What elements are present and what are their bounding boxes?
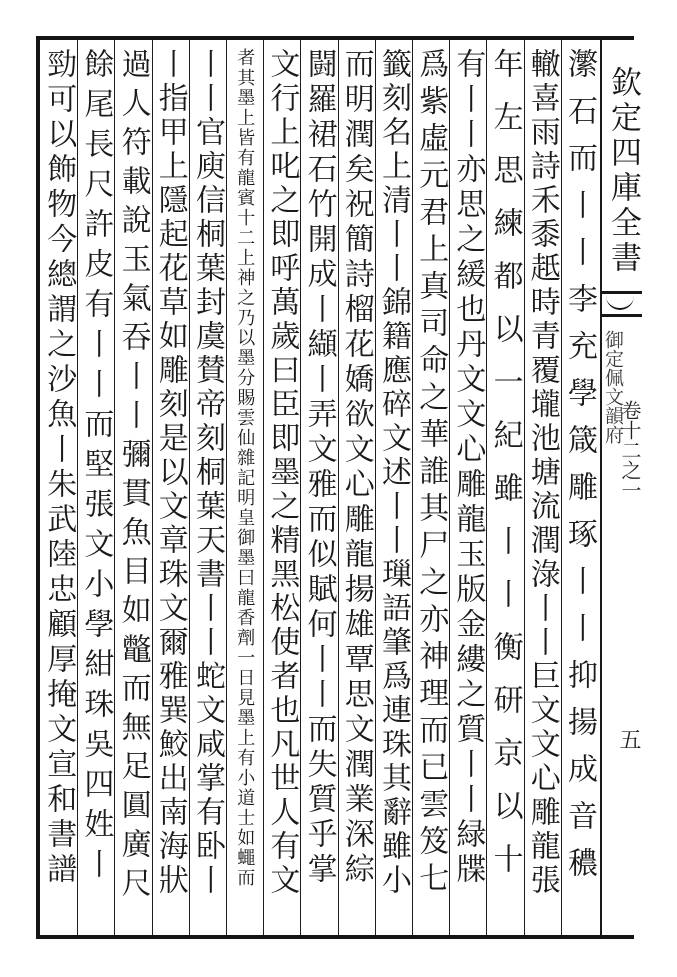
column-rule (486, 40, 487, 935)
column-rule (338, 40, 339, 935)
margin-book-title: 御定佩文韻府 (602, 330, 624, 444)
text-column: 餘尾長尺許皮有丨丨而堅張文小學紺珠吳四姓丨 (78, 48, 114, 888)
fishtail-ornament (600, 291, 642, 317)
column-rule (77, 40, 78, 935)
text-column: 轍喜雨詩禾黍赿時青覆壠池塘流潤淥丨丨巨文文心雕龍張 (524, 48, 560, 898)
text-column: 者其墨上皆有龍賓十二上神之乃以墨分賜雲仙雜記明皇御墨曰龍香劑一日見墨上有小道士如蠅而 (234, 48, 256, 888)
margin-page-number: 五 (616, 728, 641, 750)
column-rule (561, 40, 562, 935)
text-column: 籤刻名上清丨丨錦籍應碎文述丨丨璅語肇爲連珠其辭雖小 (375, 48, 411, 898)
column-rule (263, 40, 264, 935)
text-column: 闘羅裙石竹開成丨纈丨弄文雅而似賦何丨丨而失質乎掌 (301, 48, 337, 888)
column-rule (449, 40, 450, 935)
text-column: 年左思練都以一紀雖丨丨衡研京以十 (487, 48, 523, 896)
margin-title: 欽定四庫全書 (605, 66, 641, 276)
text-column: 文行上叱之即呼萬歲曰臣即墨之精黑松使者也凡世人有文 (264, 48, 300, 898)
text-column: 瀿石而丨丨李充學箴雕琢丨丨抑揚成音穠 (561, 48, 597, 894)
text-column: 爲紫虛元君上真司命之華誰其尸之亦神理而已雲笈七 (413, 48, 449, 899)
margin-juan: 卷十二之一 (618, 400, 642, 500)
text-column: 有丨丨亦思之緩也丹文文心雕龍玉版金縷之質丨丨緑牒 (450, 48, 486, 888)
column-rule (524, 40, 525, 935)
column-rule (300, 40, 301, 935)
column-rule (226, 40, 227, 935)
column-rule (412, 40, 413, 935)
text-column: 丨丨官庾信桐葉封虞賛帝刻桐葉天書丨丨蛇文咸掌有卧丨 (189, 48, 225, 898)
text-column: 勁可以飾物今總謂之沙魚丨朱武陸忠顧厚掩文宣和書譜 (41, 48, 77, 888)
text-column: 過人符載說玉氣吞丨丨彌貫魚目如鼈而無足圓廣尺 (115, 48, 151, 906)
column-rule (189, 40, 190, 935)
column-rule (152, 40, 153, 935)
column-rule (114, 40, 115, 935)
column-rule (375, 40, 376, 935)
text-column: 丨指甲上隱起花草如雕刻是以文章珠文爾雅巽鮫出南海狀 (152, 48, 188, 898)
text-column: 而明潤矣祝簡詩榴花嬌欲文心雕龍揚雄覃思文潤業深綜 (338, 48, 374, 888)
